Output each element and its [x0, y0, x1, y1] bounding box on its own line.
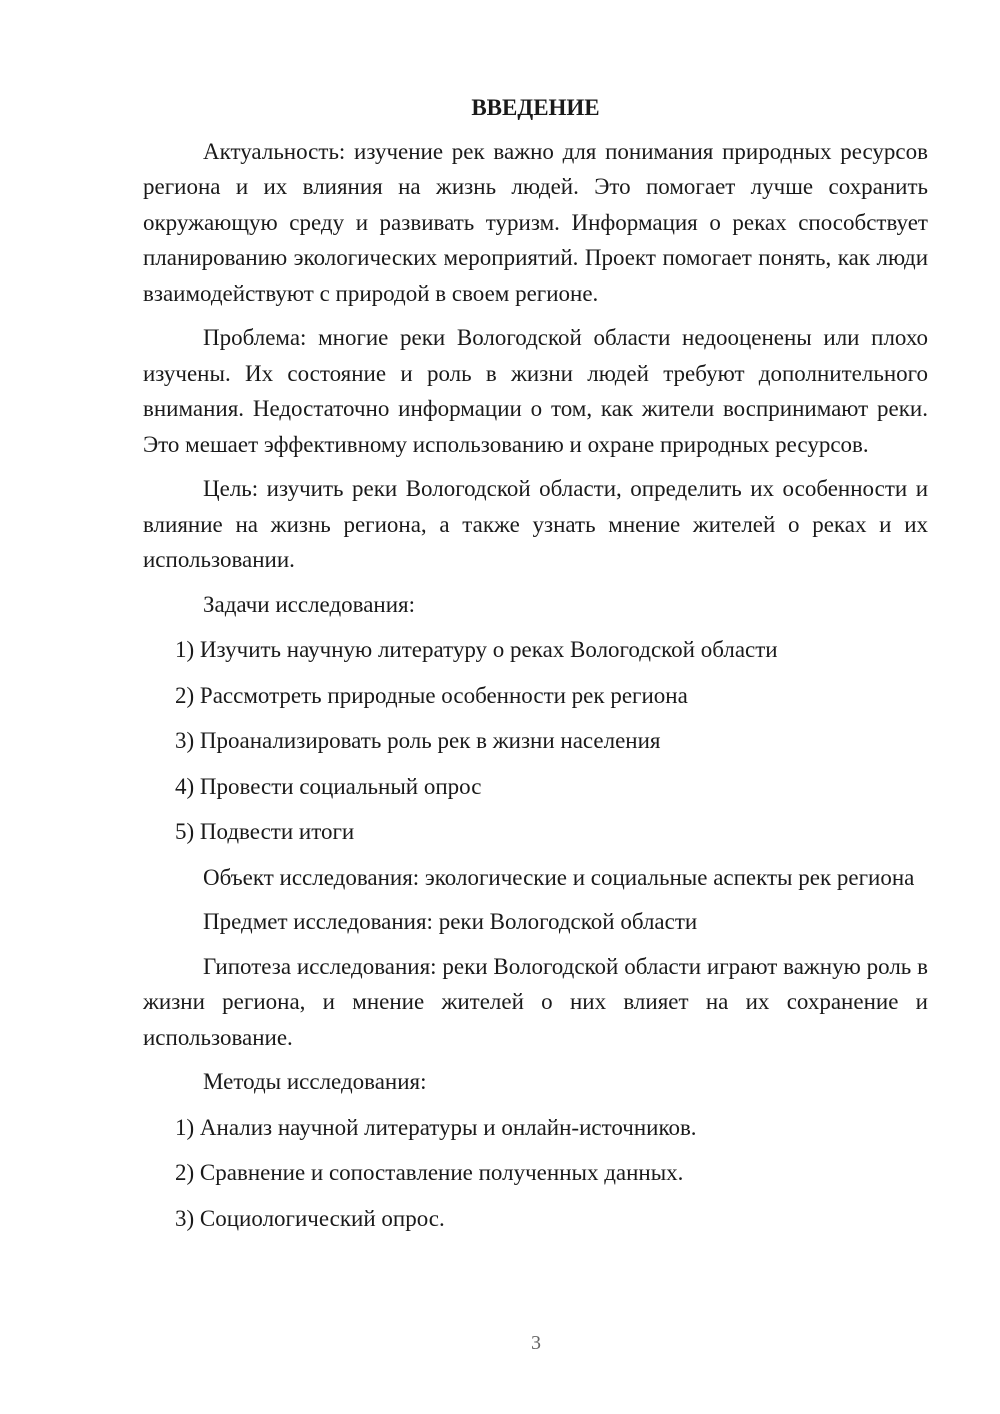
page-number: 3 — [531, 1332, 541, 1354]
task-item: 4) Провести социальный опрос — [175, 773, 482, 799]
method-item: 2) Сравнение и сопоставление полученных данных. — [175, 1160, 684, 1185]
task-item: 5) Подвести итоги — [175, 819, 355, 844]
page-content — [143, 90, 928, 1246]
method-item: 1) Анализ научной литературы и онлайн-источников. — [175, 1114, 697, 1140]
tasks-list — [143, 632, 928, 850]
section-title: ВВЕДЕНИЕ — [471, 95, 600, 120]
object-paragraph: Объект исследования: экологические и социальные аспекты рек региона — [203, 864, 915, 890]
task-item: 1) Изучить научную литературу о реках Вологодской области — [175, 637, 778, 662]
task-item: 2) Рассмотреть природные особенности рек региона — [175, 682, 688, 708]
hypothesis-paragraph: Гипотеза исследования: реки Вологодской области играют важную роль в жизни региона, и мнение жителей о них влияет на их сохранение и использование. — [143, 953, 928, 1050]
tasks-label: Задачи исследования: — [203, 591, 416, 617]
methods-label: Методы исследования: — [203, 1069, 427, 1094]
goal-paragraph: Цель: изучить реки Вологодской области, определить их особенности и влияние на жизнь региона, а также узнать мнение жителей о реках и их использовании. — [143, 476, 928, 572]
task-item: 3) Проанализировать роль рек в жизни населения — [175, 728, 661, 753]
subject-paragraph: Предмет исследования: реки Вологодской области — [203, 909, 698, 934]
relevance-paragraph: Актуальность: изучение рек важно для понимания природных ресурсов региона и их влияния на жизнь людей. Это помогает лучше сохранить окружающую среду и развивать туризм. Информация о реках способствует планированию экологических мероприятий. Проект помогает понять, как люди взаимодействуют с природой в своем регионе. — [143, 138, 928, 306]
methods-list — [143, 1110, 928, 1237]
method-item: 3) Социологический опрос. — [175, 1205, 445, 1231]
problem-paragraph: Проблема: многие реки Вологодской области недооценены или плохо изучены. Их состояние и роль в жизни людей требуют дополнительного внимания. Недостаточно информации о том, как жители воспринимают реки. Это мешает эффективному использованию и охране природных ресурсов. — [143, 325, 928, 457]
